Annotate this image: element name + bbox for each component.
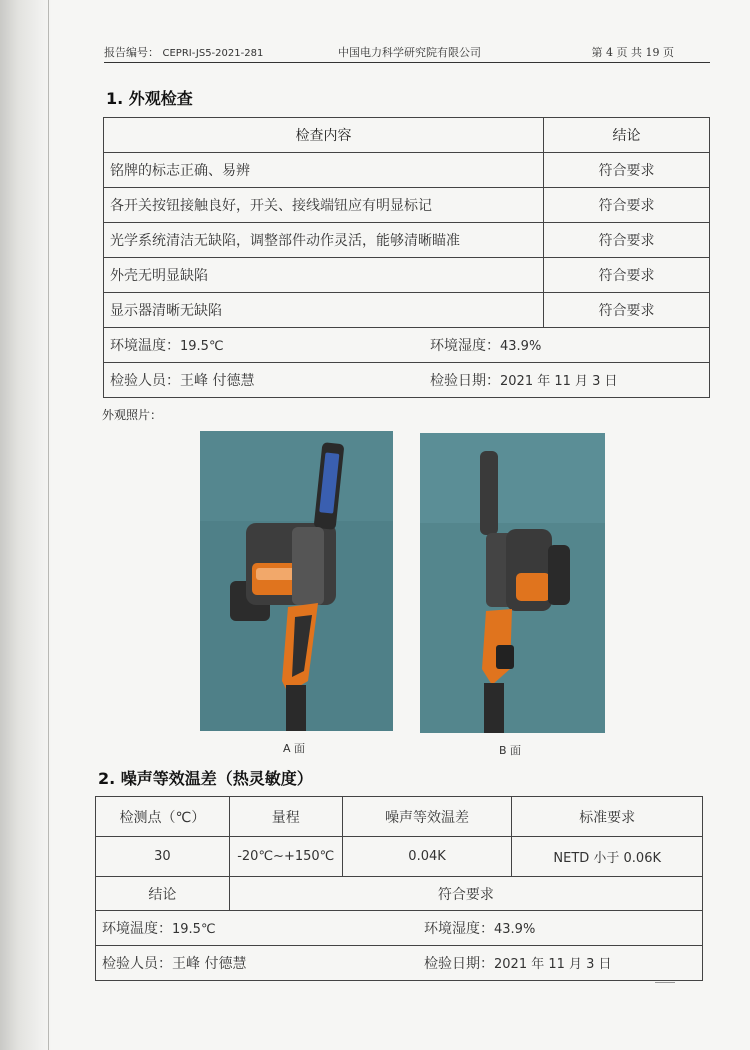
page-number: 第 4 页 共 19 页 (591, 46, 674, 59)
table-row (104, 188, 710, 223)
inspector-row (96, 946, 703, 981)
column-header-standard: 标准要求 (512, 797, 703, 837)
ambient-temperature (102, 918, 424, 938)
inspection-date-label: 检验日期： (424, 956, 494, 972)
environment-cell (104, 328, 710, 363)
check-item: 铭牌的标志正确、易辨 (104, 153, 544, 188)
device-photo-side-b (420, 433, 605, 733)
table-header-row (96, 797, 703, 837)
check-result: 符合要求 (544, 223, 710, 258)
device-photo-side-a (200, 431, 393, 731)
header-rule (104, 62, 710, 63)
ambient-humidity-label: 环境湿度： (430, 338, 500, 354)
column-header-netd: 噪声等效温差 (342, 797, 512, 837)
environment-row (96, 911, 703, 946)
ambient-humidity (430, 338, 541, 354)
standard-value: NETD 小于 0.06K (512, 837, 703, 877)
section-title-netd: 2. 噪声等效温差（热灵敏度） (98, 769, 313, 788)
inspector-names: 王峰 付德慧 (180, 373, 255, 389)
table-row (104, 293, 710, 328)
ambient-temperature-value: 19.5℃ (180, 339, 224, 354)
appearance-check-table (103, 117, 710, 398)
report-number-code: CEPRI-JS5-2021-281 (162, 48, 264, 59)
check-result: 符合要求 (544, 293, 710, 328)
photo-caption-a: A 面 (283, 742, 306, 755)
scan-mark (655, 982, 675, 983)
report-number (104, 44, 263, 60)
ambient-humidity-label: 环境湿度： (424, 921, 494, 937)
table-row (104, 258, 710, 293)
check-result: 符合要求 (544, 188, 710, 223)
inspection-date-label: 检验日期： (430, 373, 500, 389)
inspection-date-value: 2021 年 11 月 3 日 (500, 374, 618, 389)
photo-caption-b: B 面 (499, 744, 522, 757)
environment-row (104, 328, 710, 363)
ambient-temperature-value: 19.5℃ (172, 922, 216, 937)
inspector (110, 370, 430, 390)
inspector (102, 953, 424, 973)
check-result: 符合要求 (544, 258, 710, 293)
check-item: 各开关按钮接触良好，开关、接线端钮应有明显标记 (104, 188, 544, 223)
page-header (104, 44, 710, 62)
organization-name: 中国电力科学研究院有限公司 (338, 46, 481, 59)
table-row (96, 837, 703, 877)
range-value: -20℃~+150℃ (229, 837, 342, 877)
ambient-humidity-value: 43.9% (500, 339, 542, 354)
conclusion-value: 符合要求 (229, 877, 702, 911)
table-header-row (104, 118, 710, 153)
table-row (104, 153, 710, 188)
ambient-humidity (424, 921, 535, 937)
thermal-camera-illustration-a (200, 431, 393, 731)
check-item: 显示器清晰无缺陷 (104, 293, 544, 328)
inspector-names: 王峰 付德慧 (172, 956, 247, 972)
check-item: 光学系统清洁无缺陷，调整部件动作灵活，能够清晰瞄准 (104, 223, 544, 258)
ambient-temperature-label: 环境温度： (110, 338, 180, 354)
photo-section-label: 外观照片： (102, 408, 163, 422)
inspection-date (424, 956, 612, 972)
inspector-label: 检验人员： (102, 956, 172, 972)
check-item: 外壳无明显缺陷 (104, 258, 544, 293)
table-row (104, 223, 710, 258)
section-title-appearance: 1. 外观检查 (106, 89, 193, 108)
inspector-label: 检验人员： (110, 373, 180, 389)
binding-shadow (0, 0, 52, 1050)
netd-value: 0.04K (342, 837, 512, 877)
check-result: 符合要求 (544, 153, 710, 188)
ambient-temperature-label: 环境温度： (102, 921, 172, 937)
column-header-range: 量程 (229, 797, 342, 837)
ambient-humidity-value: 43.9% (494, 922, 536, 937)
conclusion-row (96, 877, 703, 911)
thermal-camera-illustration-b (420, 433, 605, 733)
environment-cell (96, 911, 703, 946)
inspection-date-value: 2021 年 11 月 3 日 (494, 957, 612, 972)
inspector-row (104, 363, 710, 398)
column-header-test-point: 检测点（℃） (96, 797, 230, 837)
inspector-cell (96, 946, 703, 981)
ambient-temperature (110, 335, 430, 355)
inspector-cell (104, 363, 710, 398)
binding-edge (48, 0, 49, 1050)
column-header-item: 检查内容 (104, 118, 544, 153)
netd-table (95, 796, 703, 981)
report-number-label: 报告编号： (104, 46, 159, 59)
inspection-date (430, 373, 618, 389)
conclusion-label: 结论 (96, 877, 230, 911)
column-header-result: 结论 (544, 118, 710, 153)
test-point-value: 30 (96, 837, 230, 877)
